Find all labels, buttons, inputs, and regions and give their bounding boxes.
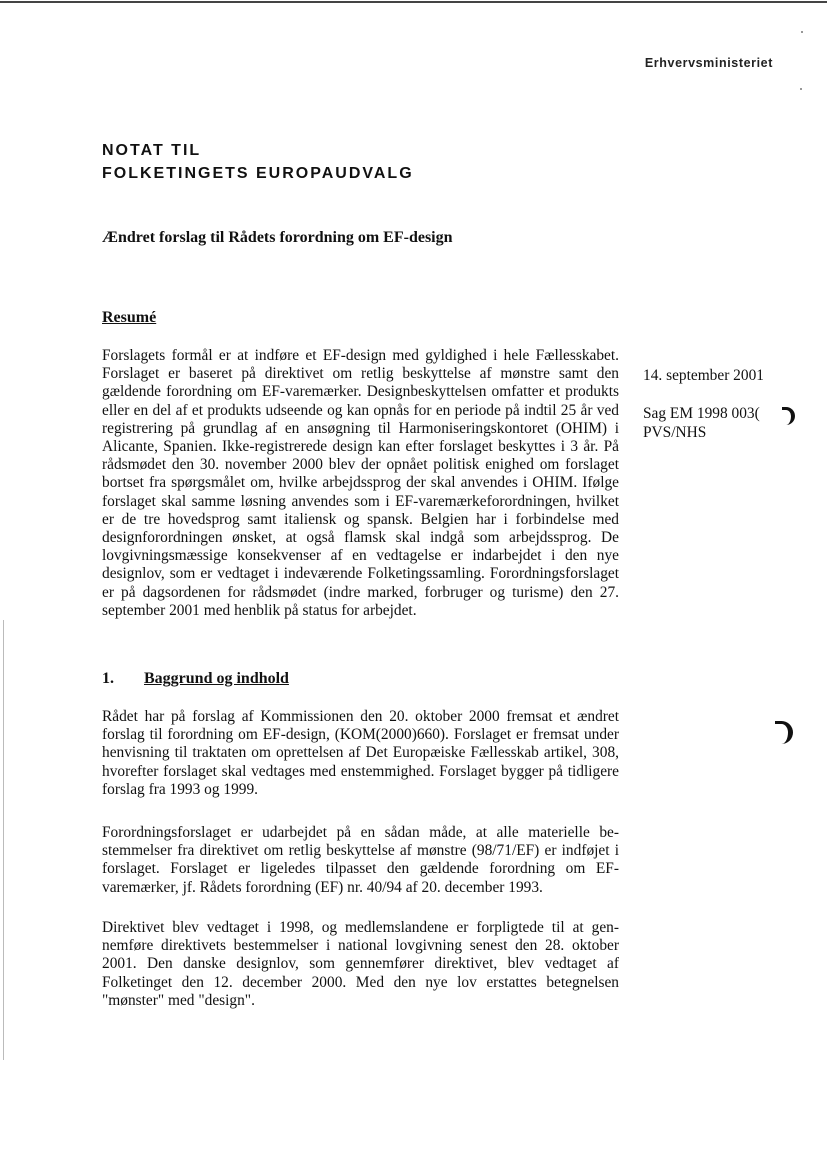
title-line-1: NOTAT TIL [102, 142, 202, 159]
scan-speck [800, 88, 802, 90]
section-title: Baggrund og indhold [144, 670, 289, 687]
resume-paragraph: Forslagets formål er at indføre et EF-design med gyldighed i hele Fællesskabet. Forslaget er baseret på direktivet om retlig beskyttelse af mønstre samt den gældende forordning om EF-varemærker. Designbeskyttelsen omfatter et produkts eller en del af et produkts udseende og kan opnås for en periode på indtil 25 år ved registrering på grundlag af en ansøgning til Harmoniseringskontoret (OHIM) i Alicante, Spanien. Ikke-registrerede design kan efter forslaget beskyttes i 3 år. På rådsmødet den 30. november 2000 blev der opnået politisk enighed om forslaget bortset fra spørgsmålet om, hvilke arbejdssprog der skal anvendes i OHIM. Ifølge forslaget skal samme løsning anvendes som i EF-varemærkeforordningen, hvilket er de tre hovedsprog samt italiensk og spansk. Belgien har i forbindelse med designforordningen ønsket, at også flamsk skal indgå som arbejdssprog. De lovgivningsmæssige konsekvenser af en vedtagelse er indarbejdet i den nye designlov, som er vedtaget i indeværende Folketingssamling. Forordningsforslaget er på dagsordenen for rådsmødet (indre marked, forbruger og turisme) den 27. september 2001 med henblik på status for arbejdet. [102, 347, 619, 619]
title-line-2: FOLKETINGETS EUROPAUDVALG [102, 165, 414, 182]
document-subtitle: Ændret forslag til Rådets forordning om EF-design [102, 229, 453, 246]
case-number: Sag EM 1998 003( [643, 405, 760, 422]
section-paragraph: Rådet har på forslag af Kommissionen den 20. oktober 2000 fremsat et ændret forslag til forordning om EF-design, (KOM(2000)660). Forslaget er fremsat under henvisning til traktaten om oprettelsen af Det Europæiske Fællesskab artikel, 308, hvorefter forslaget skal vedtages med enstemmighed. Forslaget bygger på tidligere forslag fra 1993 og 1999. [102, 708, 619, 798]
handwritten-mark [775, 721, 793, 744]
document-title [102, 139, 414, 185]
scan-edge-left [3, 620, 4, 1060]
scan-speck [801, 31, 803, 33]
ministry-header: Erhvervsministeriet [644, 56, 773, 70]
section-number: 1. [102, 670, 114, 687]
section-1-heading [102, 670, 289, 688]
scan-edge-top [0, 1, 827, 3]
author-initials: PVS/NHS [643, 424, 707, 441]
document-date: 14. september 2001 [643, 367, 764, 384]
resume-heading: Resumé [102, 309, 157, 326]
section-paragraph: Direktivet blev vedtaget i 1998, og medlemslandene er forpligtede til at gennemføre direktivets bestemmelser i national lovgivning senest den 28. oktober 2001. Den danske designlov, som gennemfører direktivet, blev vedtaget af Folketinget den 12. december 2000. Med den nye lov erstattes betegnelsen "mønster" med "design". [102, 919, 619, 1009]
handwritten-mark [782, 407, 795, 425]
section-paragraph: Forordningsforslaget er udarbejdet på en sådan måde, at alle materielle bestemmelser fra direktivet om retlig beskyttelse af mønstre (98/71/EF) er indføjet i forslaget. Forslaget er ligeledes tilpasset den gældende forordning om EF-varemærker, jf. Rådets forordning (EF) nr. 40/94 af 20. december 1993. [102, 824, 619, 896]
